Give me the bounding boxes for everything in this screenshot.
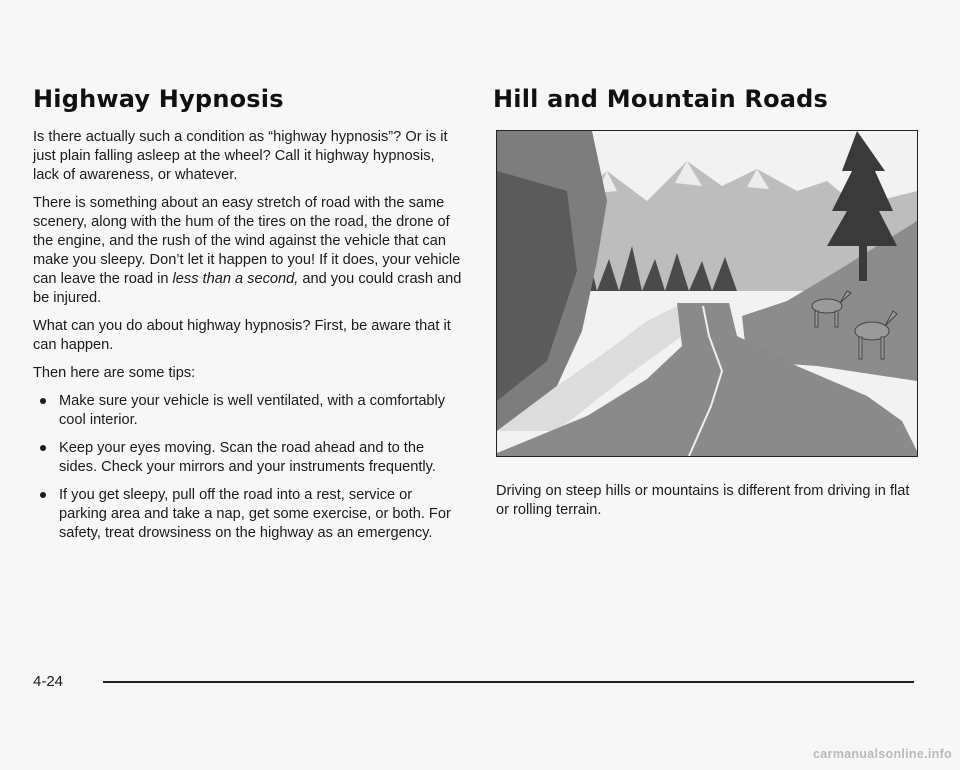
tips-list [33, 392, 463, 543]
illustration-caption: Driving on steep hills or mountains is different from driving in flat or rolling terrain. [496, 483, 910, 518]
warning-text-end: and you could crash and be injured. [33, 271, 462, 306]
section-heading-hill-mountain-roads: Hill and Mountain Roads [493, 85, 829, 113]
paragraph-intro: Is there actually such a condition as “highway hypnosis”? Or is it just plain falling asleep at the wheel? Call it highway hypnosis, lack of awareness, or whatever. [33, 129, 448, 183]
footer-rule [103, 681, 914, 683]
paragraph-tips-intro: Then here are some tips: [33, 365, 196, 381]
page-number: 4-24 [33, 673, 64, 690]
warning-emphasis: less than a second, [172, 271, 299, 287]
warning-text-start: There is something about an easy stretch of road with the same scenery, along with the hum of the tires on the road, the drone of the engine, and the rush of the wind against the vehicle that can make you sleepy. Don’t let it happen to you! If it does, your vehicle can leave the road in [33, 195, 461, 287]
tip-item: Make sure your vehicle is well ventilated, with a comfortably cool interior. [33, 392, 463, 430]
left-column [33, 128, 463, 552]
tip-item: Keep your eyes moving. Scan the road ahead and to the sides. Check your mirrors and your instruments frequently. [33, 439, 463, 477]
mountain-road-illustration [496, 130, 918, 457]
section-heading-highway-hypnosis: Highway Hypnosis [33, 85, 284, 113]
paragraph-warning [33, 194, 463, 308]
paragraph-question: What can you do about highway hypnosis? First, be aware that it can happen. [33, 318, 451, 353]
tip-item: If you get sleepy, pull off the road into a rest, service or parking area and take a nap, get some exercise, or both. For safety, treat drowsiness on the highway as an emergency. [33, 486, 463, 543]
watermark: carmanualsonline.info [813, 747, 952, 761]
